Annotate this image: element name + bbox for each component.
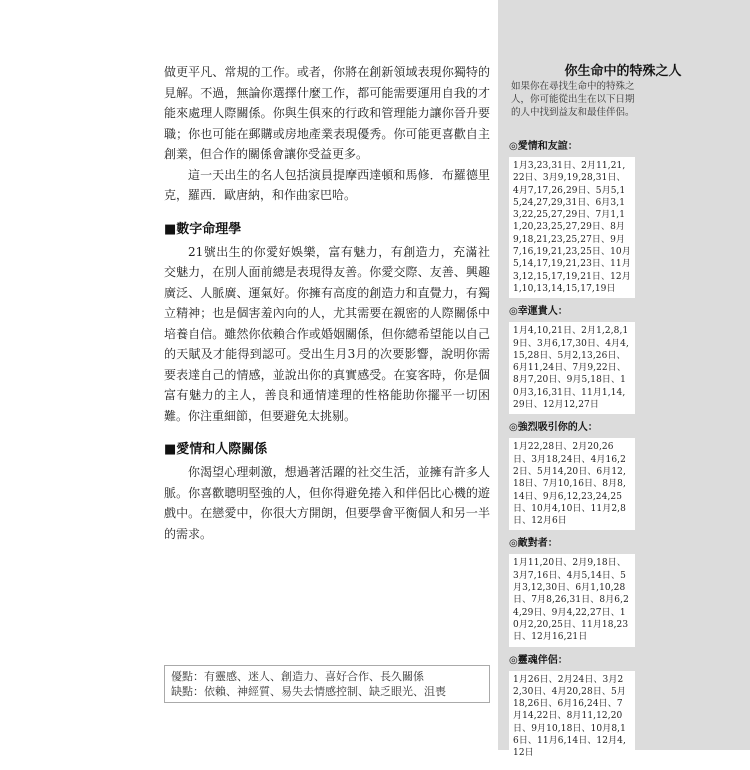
love-friendship-heading: ◎愛情和友誼： (509, 141, 578, 152)
soulmates-dates: 1月26日、2月24日、3月22,30日、4月20,28日、5月18,26日、6月16,24日、7月14,22日、8月11,12,20日、9月10,18日、10月8,16日、11月6,14日、12月4,12日 (509, 671, 635, 763)
lucky-benefactors-heading: ◎幸運貴人： (509, 306, 568, 318)
pros-cons-box (164, 665, 490, 703)
love-relationships-paragraph: 你渴望心理刺激，想過著活躍的社交生活，並擁有許多人脈。你喜歡聰明堅強的人，但你得避免捲入和伴侶比心機的遊戲中。在戀愛中，你很大方開朗，但要學會平衡個人和另一半的需求。 (164, 465, 490, 541)
celebrities-paragraph: 這一天出生的名人包括演員提摩西達頓和馬修．布羅德里克，羅西．歐唐納，和作曲家巴哈。 (164, 167, 490, 202)
adversaries-heading: ◎敵對者： (509, 538, 558, 550)
sidebar-title: 你生命中的特殊之人 (564, 64, 682, 79)
adversaries-dates: 1月11,20日、2月9,18日、3月7,16日、4月5,14日、5月3,12,30日、6月1,10,28日、7月8,26,31日、8月6,24,29日、9月4,22,27日、10月2,20,25日、11月18,23日、12月16,21日 (509, 554, 635, 646)
numerology-paragraph: 21號出生的你愛好娛樂，富有魅力，有創造力，充滿社交魅力，在別人面前總是表現得友善。你愛交際、友善、興趣廣泛、人脈廣、運氣好。你擁有高度的創造力和直覺力，有獨立精神；也是個害羞內向的人，尤其需要在親密的人際關係中培養自信。雖然你依賴合作或婚姻關係，但你總希望能以自己的天賦及才能得到認可。受出生月3月的次要影響，說明你需要表達自己的情感，並說出你的真實感受。在宴客時，你是個富有魅力的主人，善良和通情達理的性格能助你擺平一切困難。你注重細節，但要避免太挑剔。 (164, 244, 490, 423)
sidebar-sections (509, 140, 635, 770)
intro-paragraph: 做更平凡、常規的工作。或者，你將在創新領域表現你獨特的見解。不過，無論你選擇什麼工作，都可能需要運用自我的才能來處理人際關係。你與生俱來的行政和管理能力讓你晉升要職；你也可能在郵購或房地產業表現優秀。你可能更喜歡自主創業，但合作的關係會讓你受益更多。 (164, 65, 490, 161)
love-friendship-dates: 1月3,23,31日、2月11,21,22日、3月9,19,28,31日、4月7,17,26,29日、5月5,15,24,27,29,31日、6月3,13,22,25,27,29日、7月1,11,20,23,25,27,29日、8月9,18,21,23,25,27日、9月7,16,19,21,23,25日、10月5,14,17,19,21,23日、11月3,12,15,17,19,21日、12月1,10,13,14,15,17,19日 (509, 157, 635, 298)
numerology-heading: ■數字命理學 (164, 221, 242, 237)
strong-attraction-heading: ◎強烈吸引你的人： (509, 422, 598, 434)
sidebar-intro: 如果你在尋找生命中的特殊之人，你可能從出生在以下日期的人中找到益友和最佳伴侶。 (511, 81, 635, 118)
strong-attraction-dates: 1月22,28日、2月20,26日、3月18,24日、4月16,22日、5月14,20日、6月12,18日、7月10,16日、8月8,14日、9月6,12,23,24,25日、10月4,10日、11月2,8日、12月6日 (509, 438, 635, 530)
pros-line: 優點：有靈感、迷人、創造力、喜好合作、長久關係 (171, 670, 424, 683)
soulmates-heading: ◎靈魂伴侶： (509, 654, 568, 666)
main-column (164, 62, 490, 544)
cons-line: 缺點：依賴、神經質、易失去情感控制、缺乏眼光、沮喪 (171, 685, 446, 698)
love-relationships-heading: ■愛情和人際關係 (164, 442, 268, 457)
lucky-benefactors-dates: 1月4,10,21日、2月1,2,8,19日、3月6,17,30日、4月4,15,28日、5月2,13,26日、6月11,24日、7月9,22日、8月7,20日、9月5,18日、10月3,16,31日、11月1,14,29日、12月12,27日 (509, 322, 635, 414)
